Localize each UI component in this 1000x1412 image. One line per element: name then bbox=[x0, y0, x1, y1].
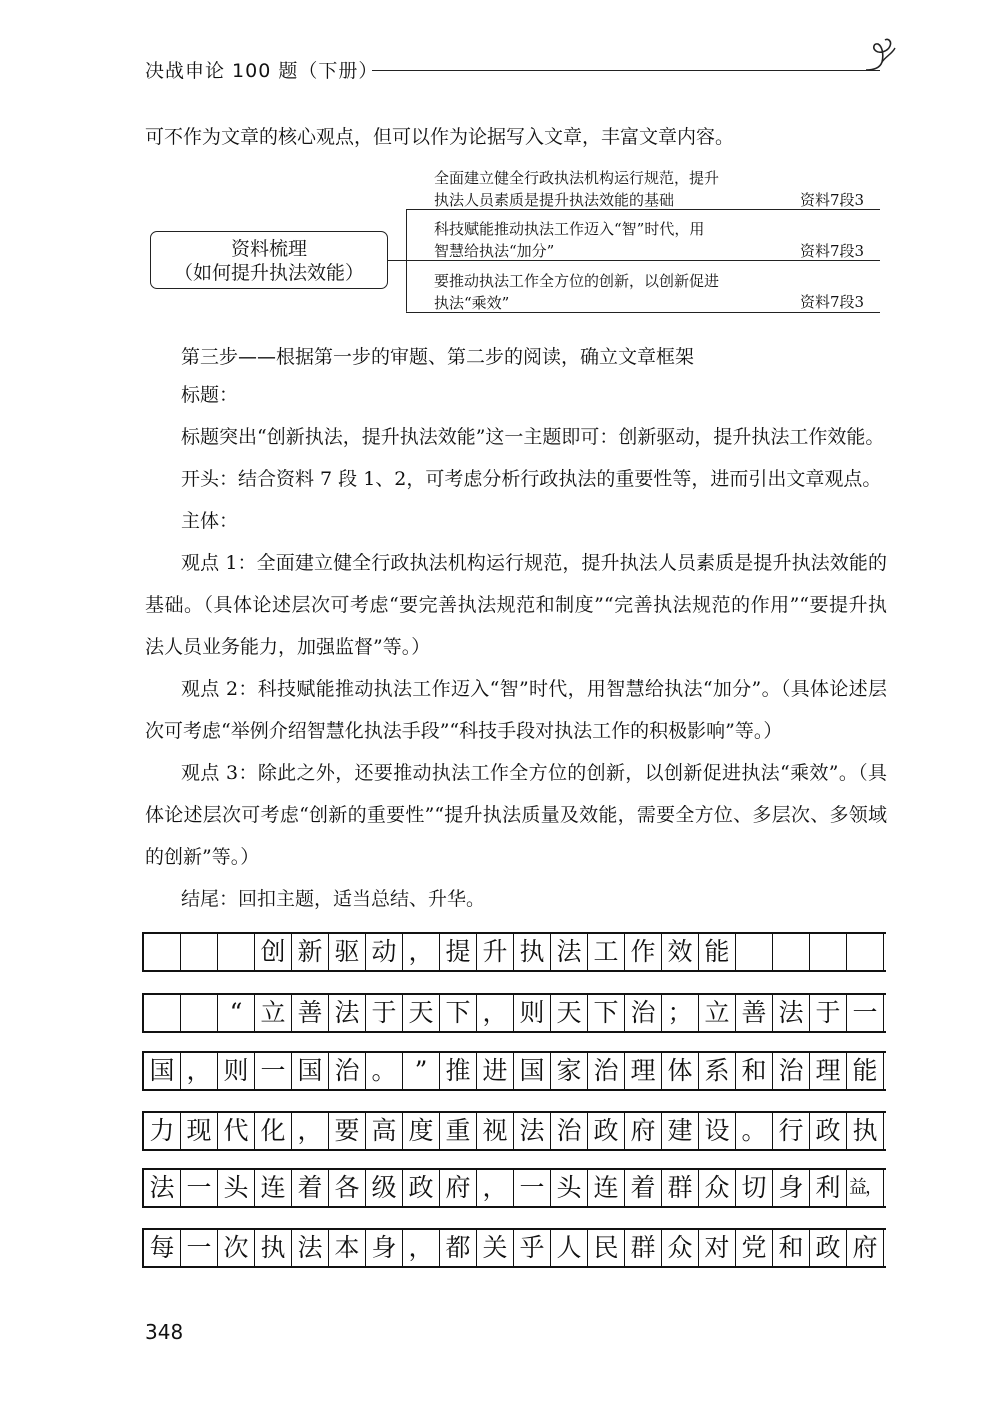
branch-3-underline bbox=[406, 312, 880, 313]
grid-cell: 治 bbox=[329, 1053, 366, 1089]
step-3-heading: 第三步——根据第一步的审题、第二步的阅读，确立文章框架 bbox=[181, 346, 695, 368]
grid-cell: 众 bbox=[662, 1230, 699, 1266]
grid-cell: 次 bbox=[218, 1230, 255, 1266]
grid-cell: 级 bbox=[366, 1170, 403, 1206]
grid-cell: 益， bbox=[847, 1170, 884, 1206]
grid-cell: 下 bbox=[588, 995, 625, 1031]
grid-cell: 着 bbox=[292, 1170, 329, 1206]
grid-cell: 升 bbox=[477, 934, 514, 970]
grid-cell: 一 bbox=[847, 995, 884, 1031]
grid-cell bbox=[181, 934, 218, 970]
paragraph-point-3: 观点 3：除此之外，还要推动执法工作全方位的创新，以创新促进执法“乘效”。（具体论述层次可考虑“创新的重要性”“提升执法质量及效能，需要全方位、多层次、多领域的创新”等。） bbox=[145, 762, 887, 868]
grid-cell: 一 bbox=[514, 1170, 551, 1206]
grid-cell: 都 bbox=[440, 1230, 477, 1266]
grid-cell: 下 bbox=[440, 995, 477, 1031]
grid-cell: 立 bbox=[699, 995, 736, 1031]
grid-cell: 国 bbox=[292, 1053, 329, 1089]
grid-cell: 要 bbox=[329, 1113, 366, 1149]
grid-cell bbox=[218, 934, 255, 970]
branch-2-underline bbox=[406, 260, 880, 261]
main-topic-line2: （如何提升执法效能） bbox=[173, 262, 364, 284]
grid-cell: 视 bbox=[477, 1113, 514, 1149]
grid-cell: 推 bbox=[440, 1053, 477, 1089]
grid-cell: 群 bbox=[662, 1170, 699, 1206]
grid-cell: 治 bbox=[551, 1113, 588, 1149]
grid-cell: 理 bbox=[625, 1053, 662, 1089]
grid-cell: 法 bbox=[292, 1230, 329, 1266]
grid-cell: 于 bbox=[366, 995, 403, 1031]
grid-cell: 身 bbox=[366, 1230, 403, 1266]
grid-cell: 关 bbox=[477, 1230, 514, 1266]
paragraph-title-label: 标题： bbox=[181, 384, 239, 406]
grid-cell: 于 bbox=[810, 995, 847, 1031]
grid-cell: 人 bbox=[551, 1230, 588, 1266]
grid-cell: 治 bbox=[773, 1053, 810, 1089]
grid-cell: 天 bbox=[403, 995, 440, 1031]
grid-cell bbox=[181, 995, 218, 1031]
grid-cell: 理 bbox=[810, 1053, 847, 1089]
grid-cell: 连 bbox=[255, 1170, 292, 1206]
grid-cell: 善 bbox=[736, 995, 773, 1031]
grid-cell: ， bbox=[477, 995, 514, 1031]
grid-cell: 民 bbox=[588, 1230, 625, 1266]
grid-cell: 作 bbox=[625, 934, 662, 970]
grid-cell: 能 bbox=[699, 934, 736, 970]
grid-cell: ， bbox=[292, 1113, 329, 1149]
grid-cell bbox=[144, 934, 181, 970]
branch-2-line1: 科技赋能推动执法工作迈入“智”时代，用 bbox=[434, 220, 705, 238]
paragraph-title-desc: 标题突出“创新执法，提升执法效能”这一主题即可：创新驱动，提升执法工作效能。 bbox=[181, 426, 885, 448]
grid-cell: 体 bbox=[662, 1053, 699, 1089]
grid-cell: 治 bbox=[625, 995, 662, 1031]
grid-cell: 工 bbox=[588, 934, 625, 970]
grid-cell: 高 bbox=[366, 1113, 403, 1149]
grid-cell: 进 bbox=[477, 1053, 514, 1089]
grid-cell bbox=[144, 995, 181, 1031]
grid-cell: 治 bbox=[588, 1053, 625, 1089]
grid-cell: 天 bbox=[551, 995, 588, 1031]
grid-cell: 连 bbox=[588, 1170, 625, 1206]
connector-horizontal bbox=[388, 260, 406, 261]
paragraph-opening: 开头：结合资料 7 段 1、2，可考虑分析行政执法的重要性等，进而引出文章观点。 bbox=[181, 468, 882, 490]
intro-line: 可不作为文章的核心观点，但可以作为论据写入文章，丰富文章内容。 bbox=[145, 126, 735, 148]
main-topic-line1: 资料梳理 bbox=[230, 238, 307, 260]
grid-cell: 善 bbox=[292, 995, 329, 1031]
grid-cell: 法 bbox=[329, 995, 366, 1031]
grid-cell: 府 bbox=[847, 1230, 884, 1266]
grid-cell: 群 bbox=[625, 1230, 662, 1266]
branch-1-line2: 执法人员素质是提升执法效能的基础 bbox=[434, 191, 675, 209]
grid-cell: 国 bbox=[514, 1053, 551, 1089]
grid-cell: ” bbox=[403, 1053, 440, 1089]
grid-cell: 国 bbox=[144, 1053, 181, 1089]
branch-3-line1: 要推动执法工作全方位的创新，以创新促进 bbox=[434, 272, 720, 290]
grid-cell: 执 bbox=[847, 1113, 884, 1149]
grid-cell: ， bbox=[181, 1053, 218, 1089]
grid-row bbox=[142, 1228, 886, 1268]
grid-cell: 政 bbox=[403, 1170, 440, 1206]
paragraph-ending: 结尾：回扣主题，适当总结、升华。 bbox=[181, 888, 486, 910]
grid-cell: 政 bbox=[588, 1113, 625, 1149]
branch-1-text bbox=[434, 167, 719, 211]
grid-cell: 重 bbox=[440, 1113, 477, 1149]
grid-cell: 法 bbox=[144, 1170, 181, 1206]
branch-3-line2: 执法“乘效” bbox=[434, 294, 510, 312]
grid-cell: 乎 bbox=[514, 1230, 551, 1266]
grid-cell bbox=[810, 934, 847, 970]
grid-cell: 政 bbox=[810, 1113, 847, 1149]
grid-cell: 本 bbox=[329, 1230, 366, 1266]
grid-cell: 力 bbox=[144, 1113, 181, 1149]
grid-cell: 立 bbox=[255, 995, 292, 1031]
paragraph-body-label: 主体： bbox=[181, 510, 239, 532]
grid-cell: 动 bbox=[366, 934, 403, 970]
grid-row bbox=[142, 993, 886, 1033]
grid-cell bbox=[773, 934, 810, 970]
grid-cell: ， bbox=[403, 1230, 440, 1266]
branch-2-source: 资料7段3 bbox=[800, 242, 865, 260]
grid-cell: 度 bbox=[403, 1113, 440, 1149]
grid-cell: 每 bbox=[144, 1230, 181, 1266]
grid-cell: “ bbox=[218, 995, 255, 1031]
grid-cell: 着 bbox=[625, 1170, 662, 1206]
grid-cell: 府 bbox=[440, 1170, 477, 1206]
grid-row bbox=[142, 932, 886, 972]
grid-cell: 法 bbox=[551, 934, 588, 970]
main-topic-box bbox=[150, 231, 388, 289]
grid-cell: 一 bbox=[255, 1053, 292, 1089]
grid-cell: 。 bbox=[366, 1053, 403, 1089]
grid-row bbox=[142, 1168, 886, 1208]
branch-1-underline bbox=[406, 209, 880, 210]
branch-1-line1: 全面建立健全行政执法机构运行规范，提升 bbox=[434, 169, 720, 187]
grid-cell: 头 bbox=[218, 1170, 255, 1206]
grid-cell: 代 bbox=[218, 1113, 255, 1149]
grid-cell: 切 bbox=[736, 1170, 773, 1206]
grid-cell: 和 bbox=[773, 1230, 810, 1266]
grid-cell: 创 bbox=[255, 934, 292, 970]
grid-cell: 一 bbox=[181, 1170, 218, 1206]
grid-cell: 系 bbox=[699, 1053, 736, 1089]
grid-cell: 众 bbox=[699, 1170, 736, 1206]
grid-cell: 则 bbox=[514, 995, 551, 1031]
grid-row bbox=[142, 1051, 886, 1091]
grid-cell: 对 bbox=[699, 1230, 736, 1266]
grid-cell: 驱 bbox=[329, 934, 366, 970]
grid-cell: 则 bbox=[218, 1053, 255, 1089]
grid-cell: 家 bbox=[551, 1053, 588, 1089]
grid-cell: ， bbox=[403, 934, 440, 970]
grid-cell: 身 bbox=[773, 1170, 810, 1206]
grid-cell: 行 bbox=[773, 1113, 810, 1149]
grid-cell: 党 bbox=[736, 1230, 773, 1266]
grid-cell: 头 bbox=[551, 1170, 588, 1206]
grid-cell: 一 bbox=[181, 1230, 218, 1266]
grid-cell: 现 bbox=[181, 1113, 218, 1149]
page-number: 348 bbox=[145, 1320, 184, 1344]
grid-cell: ； bbox=[662, 995, 699, 1031]
grid-cell: 利 bbox=[810, 1170, 847, 1206]
paragraph-point-1: 观点 1：全面建立健全行政执法机构运行规范，提升执法人员素质是提升执法效能的基础。（具体论述层次可考虑“要完善执法规范和制度”“完善执法规范的作用”“要提升执法人员业务能力，加强监督”等。） bbox=[145, 552, 887, 658]
grid-cell: 和 bbox=[736, 1053, 773, 1089]
grid-cell: 化 bbox=[255, 1113, 292, 1149]
running-header: 决战申论 100 题（下册） bbox=[145, 60, 379, 82]
grid-cell: ， bbox=[477, 1170, 514, 1206]
grid-row bbox=[142, 1111, 886, 1151]
grid-cell: 能 bbox=[847, 1053, 884, 1089]
grid-cell: 执 bbox=[514, 934, 551, 970]
grid-cell: 。 bbox=[736, 1113, 773, 1149]
grid-cell: 效 bbox=[662, 934, 699, 970]
grid-cell: 政 bbox=[810, 1230, 847, 1266]
branch-1-source: 资料7段3 bbox=[800, 191, 865, 209]
grid-cell: 执 bbox=[255, 1230, 292, 1266]
grid-cell bbox=[736, 934, 773, 970]
branch-3-source: 资料7段3 bbox=[800, 293, 865, 311]
grid-cell: 新 bbox=[292, 934, 329, 970]
branch-3-text bbox=[434, 270, 719, 314]
branch-2-line2: 智慧给执法“加分” bbox=[434, 242, 555, 260]
branch-2-text bbox=[434, 218, 704, 262]
grid-cell: 提 bbox=[440, 934, 477, 970]
paragraph-point-2: 观点 2：科技赋能推动执法工作迈入“智”时代，用智慧给执法“加分”。（具体论述层次可考虑“举例介绍智慧化执法手段”“科技手段对执法工作的积极影响”等。） bbox=[145, 678, 887, 742]
grid-cell bbox=[847, 934, 884, 970]
grid-cell: 建 bbox=[662, 1113, 699, 1149]
grid-cell: 法 bbox=[773, 995, 810, 1031]
grid-cell: 各 bbox=[329, 1170, 366, 1206]
grid-cell: 法 bbox=[514, 1113, 551, 1149]
header-rule bbox=[372, 70, 880, 71]
sprout-icon bbox=[860, 34, 900, 74]
grid-cell: 府 bbox=[625, 1113, 662, 1149]
grid-cell: 设 bbox=[699, 1113, 736, 1149]
